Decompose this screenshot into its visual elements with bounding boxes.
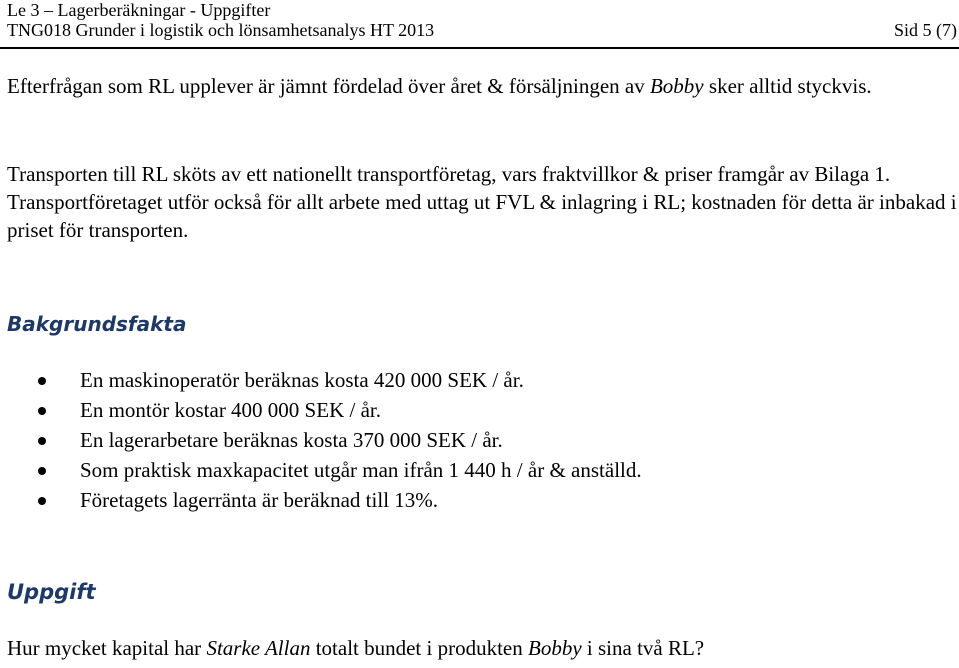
product-name: Bobby: [528, 636, 582, 660]
fact-text: En maskinoperatör beräknas kosta 420 000 SEK / år.: [80, 368, 524, 392]
fact-text: En lagerarbetare beräknas kosta 370 000 SEK / år.: [80, 428, 503, 452]
question-part-2: totalt bundet i produkten: [310, 636, 528, 660]
paragraph-demand-after: sker alltid styckvis.: [703, 74, 872, 98]
question-part-3: i sina två RL?: [581, 636, 705, 660]
task-question: [7, 634, 704, 662]
paragraph-transport: Transporten till RL sköts av ett nationellt transportföretag, vars fraktvillkor & priser framgår av Bilaga 1. Transportföretaget utför också för allt arbete med uttag ut FVL & inlagring i RL; kostnaden för detta är inbakad i priset för transporten.: [7, 162, 957, 242]
list-item: [0, 485, 642, 515]
task-heading: Uppgift: [7, 580, 96, 604]
facts-heading: Bakgrundsfakta: [7, 312, 187, 336]
question-part-1: Hur mycket kapital har: [7, 636, 207, 660]
facts-list: [0, 365, 642, 515]
course-name: TNG018 Grunder i logistik och lönsamhetsanalys HT 2013: [7, 20, 435, 40]
list-item: [0, 395, 642, 425]
bullet-icon: [38, 407, 46, 415]
fact-text: Som praktisk maxkapacitet utgår man ifrån 1 440 h / år & anställd.: [80, 458, 642, 482]
list-item: [0, 425, 642, 455]
paragraph-demand: [7, 72, 957, 100]
header-divider: [0, 47, 959, 49]
bullet-icon: [38, 377, 46, 385]
bullet-icon: [38, 467, 46, 475]
list-item: [0, 455, 642, 485]
page-number: Sid 5 (7): [894, 20, 957, 40]
fact-text: En montör kostar 400 000 SEK / år.: [80, 398, 381, 422]
header-row: [7, 20, 957, 40]
company-name: Starke Allan: [206, 636, 311, 660]
list-item: [0, 365, 642, 395]
header-title: Le 3 – Lagerberäkningar - Uppgifter: [7, 0, 271, 20]
fact-text: Företagets lagerränta är beräknad till 13%.: [80, 488, 439, 512]
page-header: [7, 0, 957, 40]
bullet-icon: [38, 437, 46, 445]
product-name: Bobby: [649, 74, 704, 98]
bullet-icon: [38, 497, 46, 505]
paragraph-demand-before: Efterfrågan som RL upplever är jämnt fördelad över året & försäljningen av: [7, 74, 650, 98]
